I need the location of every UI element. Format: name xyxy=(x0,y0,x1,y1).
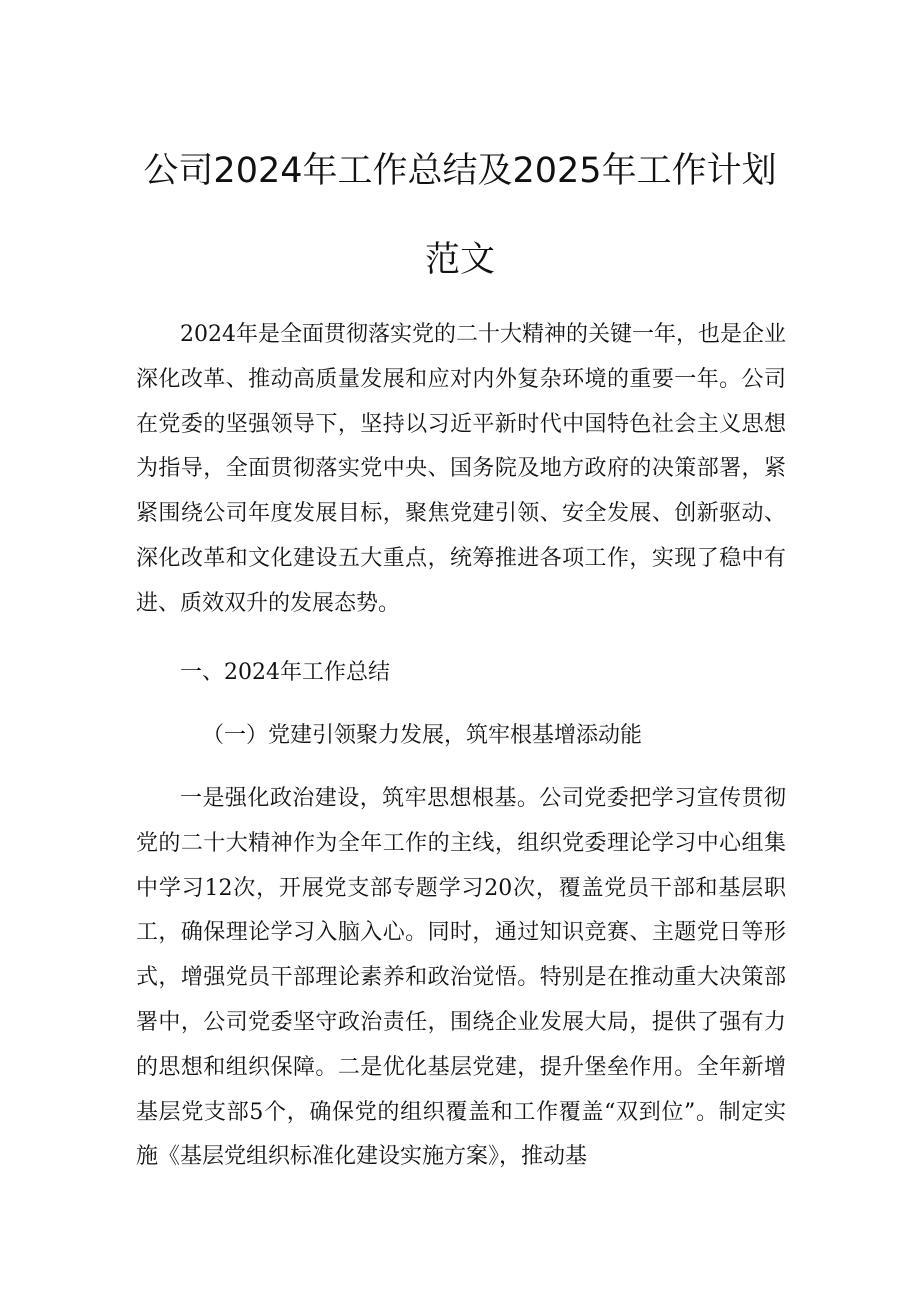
section-heading: 一、2024年工作总结 xyxy=(180,660,390,685)
document-title-line-1: 公司2024年工作总结及2025年工作计划 xyxy=(143,151,777,191)
body-paragraph: 一是强化政治建设，筑牢思想根基。公司党委把学习宣传贯彻党的二十大精神作为全年工作的主线，组织党委理论学习中心组集中学习12次，开展党支部专题学习20次，覆盖党员干部和基层职工，确保理论学习入脑入心。同时，通过知识竞赛、主题党日等形式，增强党员干部理论素养和政治觉悟。特别是在推动重大决策部署中，公司党委坚守政治责任，围绕企业发展大局，提供了强有力的思想和组织保障。二是优化基层党建，提升堡垒作用。全年新增基层党支部5个，确保党的组织覆盖和工作覆盖“双到位”。制定实施《基层党组织标准化建设实施方案》，推动基 xyxy=(136,786,786,1170)
intro-paragraph: 2024年是全面贯彻落实党的二十大精神的关键一年，也是企业深化改革、推动高质量发展和应对内外复杂环境的重要一年。公司在党委的坚强领导下，坚持以习近平新时代中国特色社会主义思想为指导，全面贯彻落实党中央、国务院及地方政府的决策部署，紧紧围绕公司年度发展目标，聚焦党建引领、安全发展、创新驱动、深化改革和文化建设五大重点，统筹推进各项工作，实现了稳中有进、质效双升的发展态势。 xyxy=(136,322,786,616)
document-title-line-2: 范文 xyxy=(424,240,495,280)
subsection-heading: （一）党建引领聚力发展，筑牢根基增添动能 xyxy=(202,723,643,748)
